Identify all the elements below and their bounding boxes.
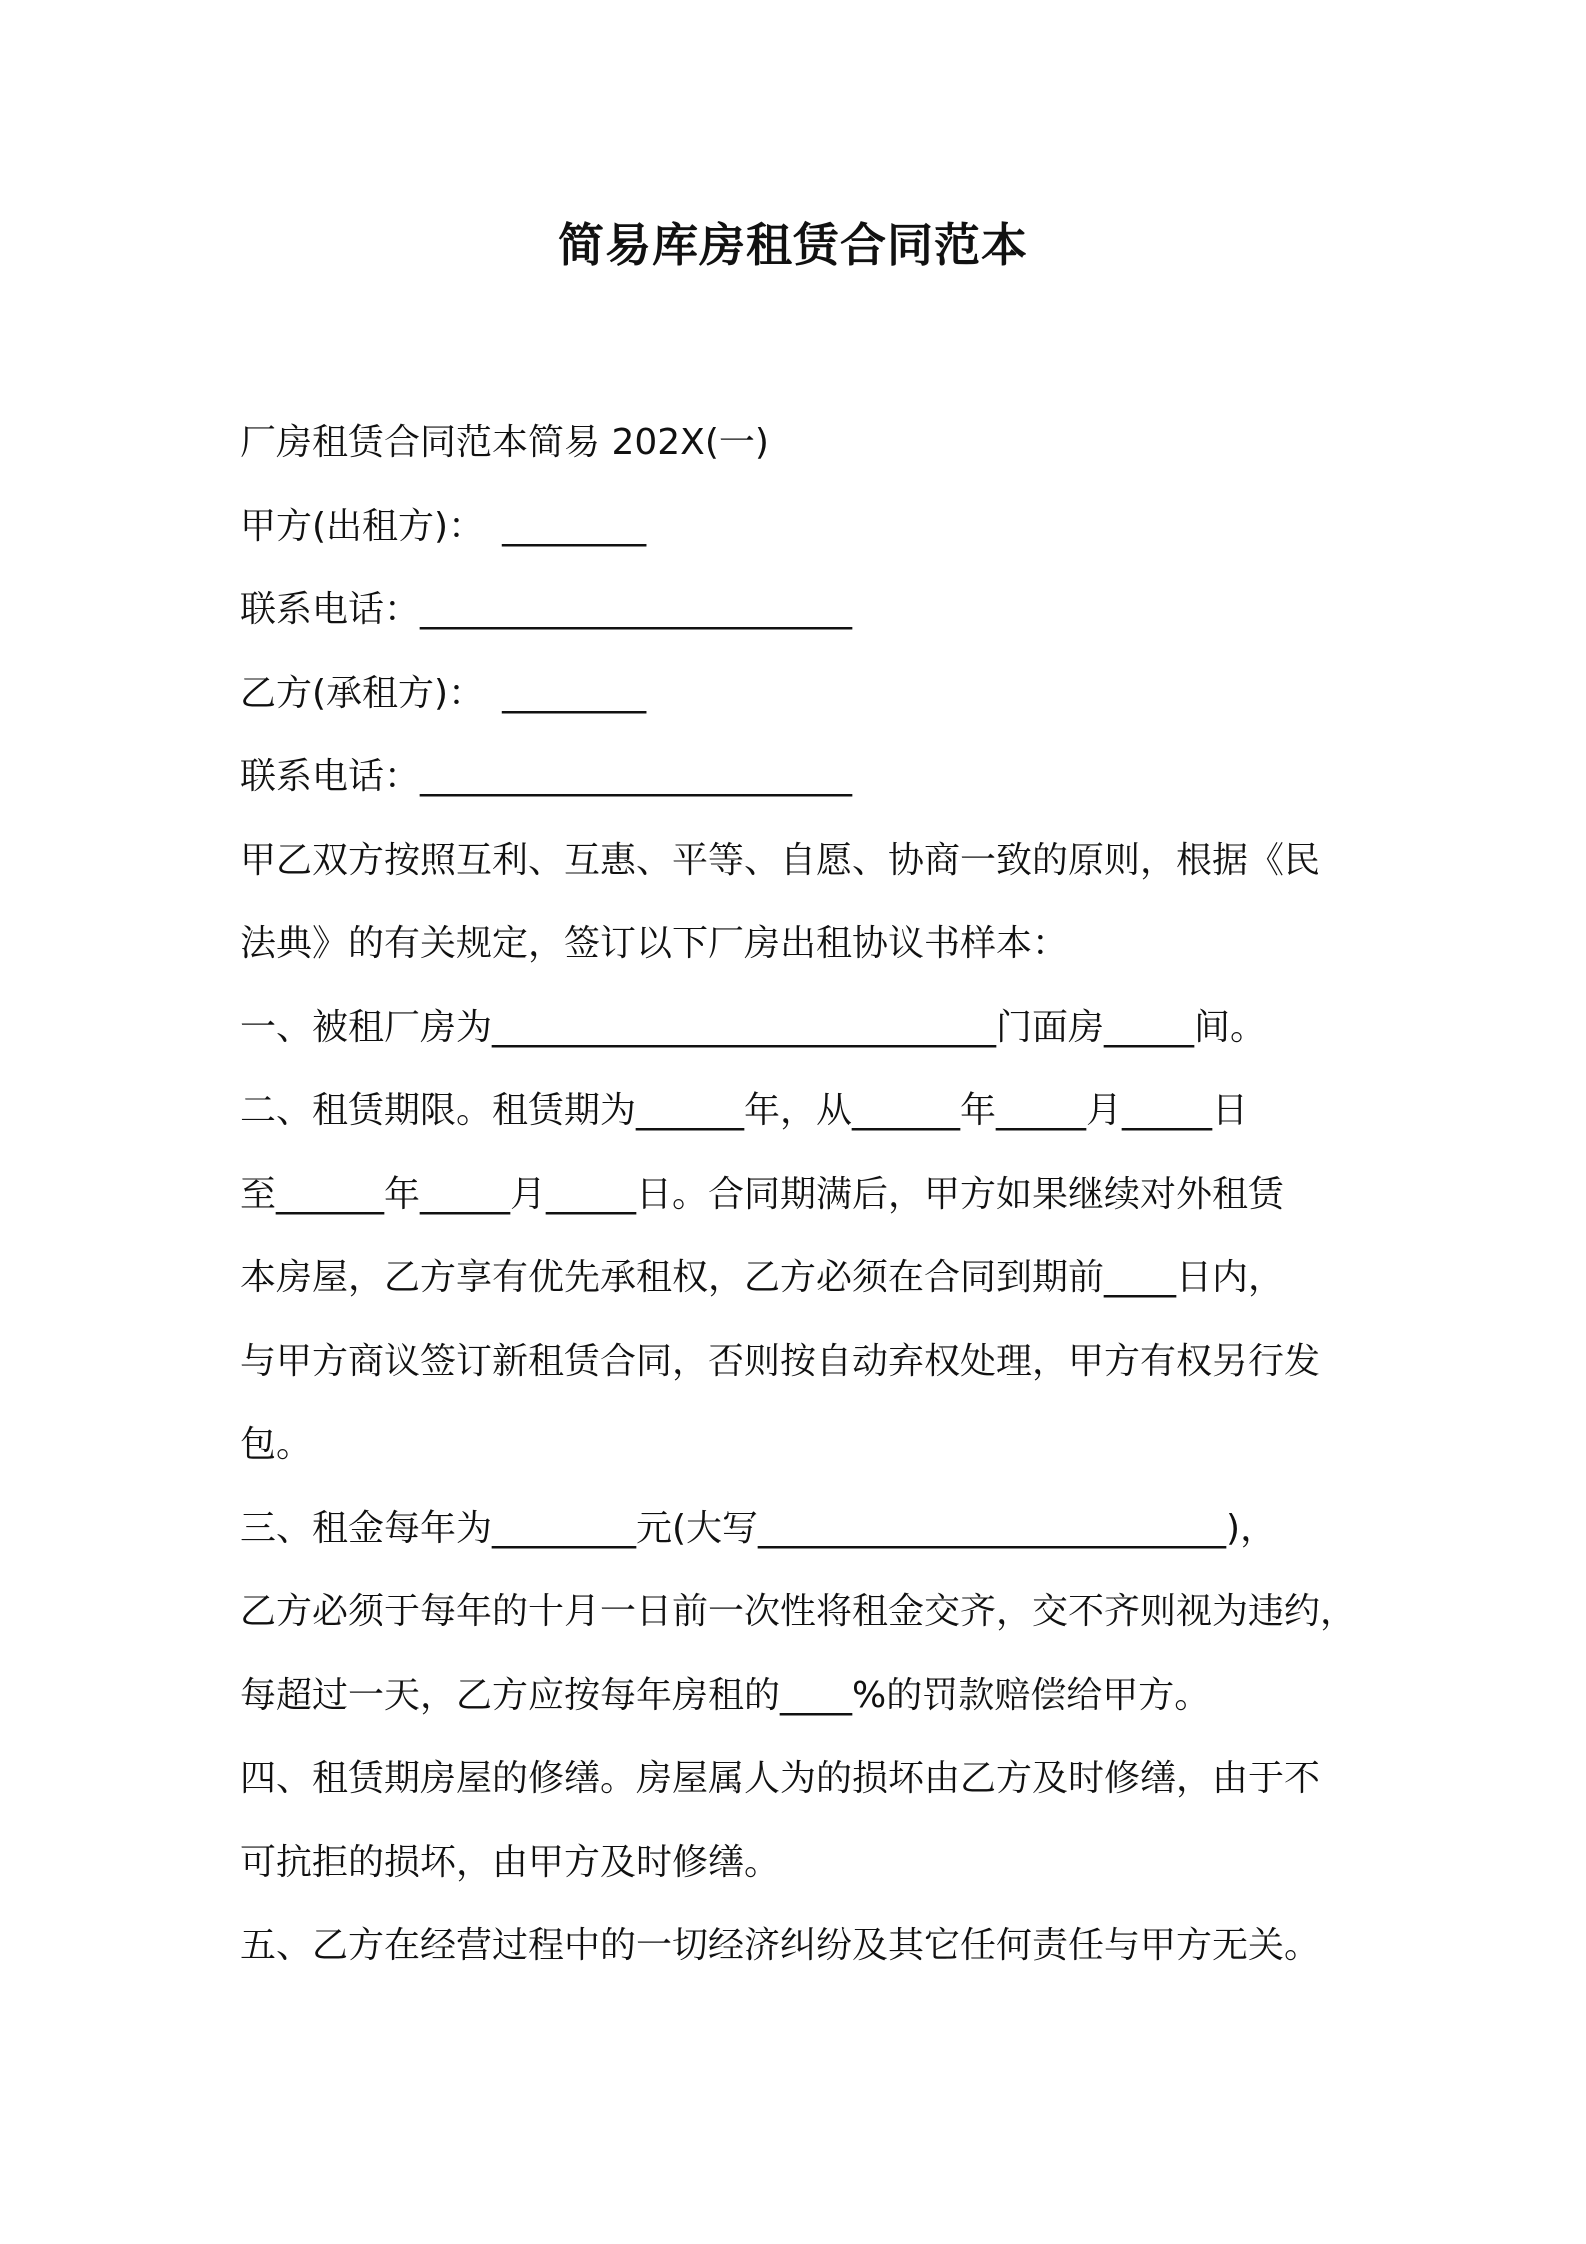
subtitle-line: 厂房租赁合同范本简易 202X(一) bbox=[240, 422, 769, 463]
clause-4-line: 四、租赁期房屋的修缮。房屋属人为的损坏由乙方及时修缮，由于不 bbox=[240, 1758, 1321, 1799]
clause-3-line: 乙方必须于每年的十月一日前一次性将租金交齐，交不齐则视为违约， bbox=[240, 1591, 1357, 1632]
clause-2-line: 二、租赁期限。租赁期为______年，从______年_____月_____日 bbox=[240, 1090, 1249, 1131]
clause-2-line: 与甲方商议签订新租赁合同，否则按自动弃权处理，甲方有权另行发 bbox=[240, 1340, 1321, 1382]
clause-2-line: 包。 bbox=[240, 1424, 313, 1465]
clause-3-line: 每超过一天，乙方应按每年房租的____%的罚款赔偿给甲方。 bbox=[240, 1674, 1211, 1716]
party-b-line: 乙方(承租方)： ________ bbox=[240, 672, 647, 714]
preamble-line: 法典》的有关规定，签订以下厂房出租协议书样本： bbox=[240, 923, 1069, 964]
document-title: 简易库房租赁合同范本 bbox=[558, 218, 1028, 272]
clause-2-line: 本房屋，乙方享有优先承租权，乙方必须在合同到期前____日内， bbox=[240, 1257, 1285, 1298]
preamble-line: 甲乙双方按照互利、互惠、平等、自愿、协商一致的原则，根据《民 bbox=[240, 839, 1321, 881]
party-a-phone-line: 联系电话：________________________ bbox=[240, 589, 853, 630]
clause-3-line: 三、租金每年为________元(大写__________________________)， bbox=[240, 1507, 1277, 1549]
clause-1-line: 一、被租厂房为____________________________门面房_____间。 bbox=[240, 1006, 1267, 1048]
clause-2-line: 至______年_____月_____日。合同期满后，甲方如果继续对外租赁 bbox=[240, 1173, 1285, 1215]
party-b-phone-line: 联系电话：________________________ bbox=[240, 756, 853, 797]
document-body bbox=[240, 401, 1370, 1988]
party-a-line: 甲方(出租方)： ________ bbox=[240, 505, 647, 547]
clause-5-line: 五、乙方在经营过程中的一切经济纠纷及其它任何责任与甲方无关。 bbox=[240, 1925, 1321, 1966]
clause-4-line: 可抗拒的损坏，由甲方及时修缮。 bbox=[240, 1841, 781, 1883]
